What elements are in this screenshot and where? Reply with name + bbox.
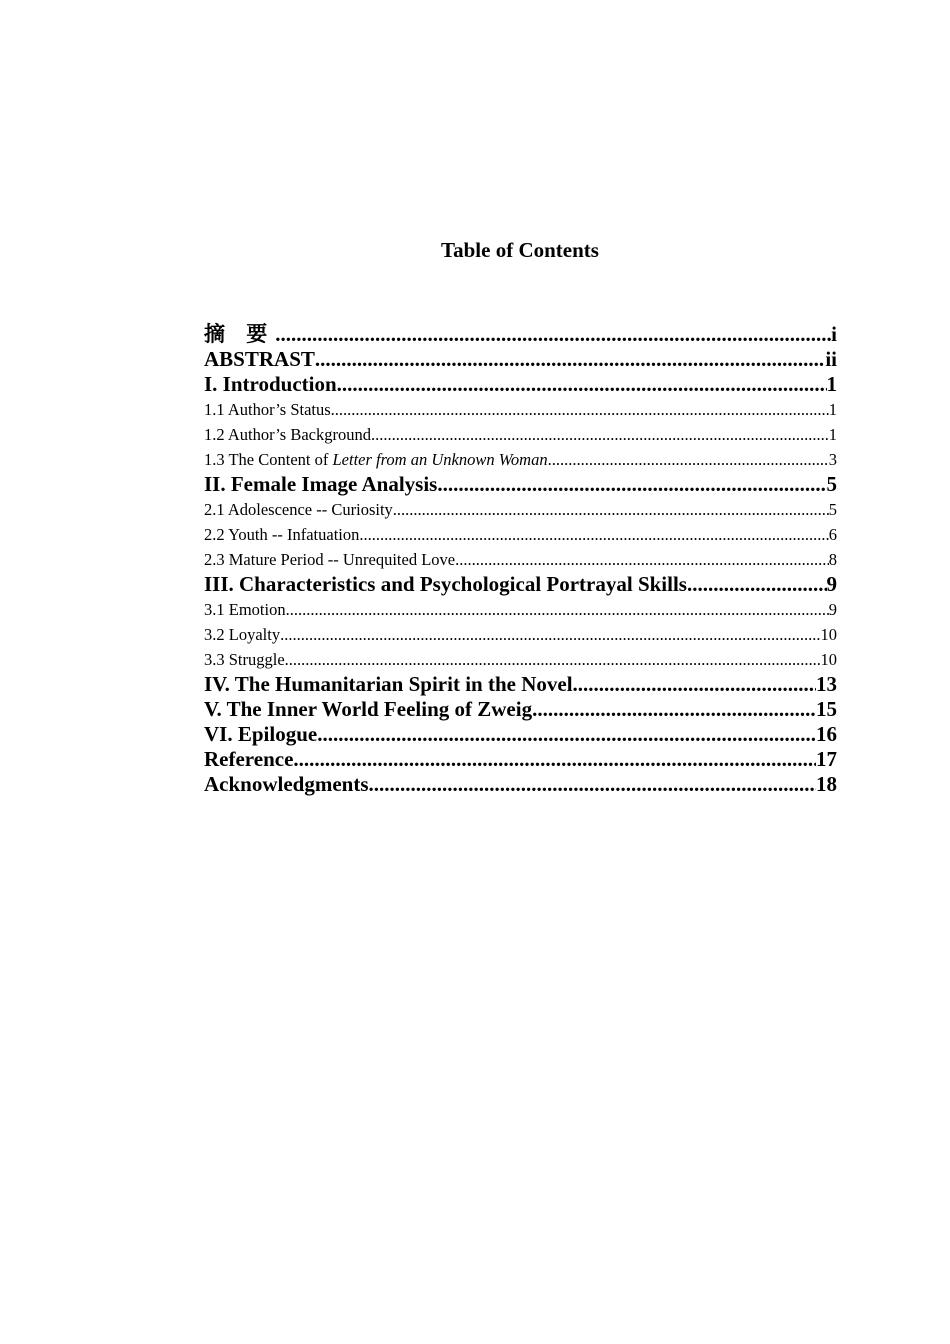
toc-leader-dots: [337, 372, 827, 397]
toc-entry-page: 1: [828, 400, 837, 419]
toc-entry-reference[interactable]: [204, 747, 837, 772]
toc-entry-label: 1.2 Author’s Background: [204, 425, 371, 444]
toc-entry-label: VI. Epilogue: [204, 722, 318, 746]
toc-entry-acknowledgments[interactable]: [204, 772, 837, 797]
toc-leader-dots: [532, 697, 816, 722]
toc-title: Table of Contents: [441, 238, 599, 262]
toc-entry-page: 17: [816, 747, 837, 771]
toc-leader-dots: [371, 422, 829, 447]
toc-entry-2-3[interactable]: [204, 547, 837, 572]
toc-list: [204, 322, 837, 797]
toc-entry-label: 2.2 Youth -- Infatuation: [204, 525, 360, 544]
toc-entry-label: I. Introduction: [204, 372, 337, 396]
toc-entry-epilogue[interactable]: [204, 722, 837, 747]
toc-leader-dots: [280, 622, 820, 647]
toc-leader-dots: [393, 497, 829, 522]
toc-leader-dots: [687, 572, 827, 597]
toc-entry-label-prefix: 1.3 The Content of: [204, 450, 333, 469]
toc-entry-label: 摘 要: [204, 322, 276, 346]
toc-leader-dots: [315, 347, 825, 372]
toc-entry-characteristics[interactable]: [204, 572, 837, 597]
toc-entry-page: 10: [820, 650, 837, 669]
toc-entry-2-2[interactable]: [204, 522, 837, 547]
toc-entry-label: Reference: [204, 747, 294, 771]
toc-entry-label: [204, 447, 548, 472]
toc-leader-dots: [573, 672, 816, 697]
toc-entry-abstract[interactable]: [204, 347, 837, 372]
toc-leader-dots: [286, 597, 829, 622]
toc-entry-label: 2.3 Mature Period -- Unrequited Love: [204, 550, 456, 569]
toc-entry-label: V. The Inner World Feeling of Zweig: [204, 697, 533, 721]
toc-entry-label: 2.1 Adolescence -- Curiosity: [204, 500, 393, 519]
toc-entry-abstract-cn[interactable]: [204, 322, 837, 347]
toc-entry-page: i: [831, 322, 837, 346]
toc-entry-2-1[interactable]: [204, 497, 837, 522]
toc-leader-dots: [331, 397, 829, 422]
toc-entry-page: 8: [828, 550, 837, 569]
toc-entry-page: 1: [828, 425, 837, 444]
toc-entry-page: 9: [826, 572, 837, 596]
toc-entry-page: 5: [828, 500, 837, 519]
toc-entry-label: IV. The Humanitarian Spirit in the Novel: [204, 672, 573, 696]
toc-entry-page: 1: [826, 372, 837, 396]
toc-entry-label: Acknowledgments: [204, 772, 369, 796]
toc-leader-dots: [293, 747, 816, 772]
toc-entry-page: 18: [816, 772, 837, 796]
toc-leader-dots: [317, 722, 816, 747]
toc-entry-3-1[interactable]: [204, 597, 837, 622]
toc-entry-label-italic: Letter from an Unknown Woman: [332, 450, 548, 469]
toc-entry-page: 15: [816, 697, 837, 721]
toc-leader-dots: [275, 322, 831, 347]
toc-leader-dots: [455, 547, 829, 572]
toc-leader-dots: [548, 447, 829, 472]
toc-entry-page: 9: [828, 600, 837, 619]
toc-entry-label: 3.2 Loyalty: [204, 625, 281, 644]
toc-entry-page: 5: [826, 472, 837, 496]
toc-entry-label: 3.1 Emotion: [204, 600, 286, 619]
toc-entry-page: 10: [820, 625, 837, 644]
toc-entry-label: II. Female Image Analysis: [204, 472, 438, 496]
toc-entry-label: ABSTRAST: [204, 347, 315, 371]
toc-entry-humanitarian-spirit[interactable]: [204, 672, 837, 697]
toc-entry-1-3[interactable]: [204, 447, 837, 472]
toc-entry-label: 1.1 Author’s Status: [204, 400, 331, 419]
toc-entry-label: 3.3 Struggle: [204, 650, 285, 669]
toc-entry-1-1[interactable]: [204, 397, 837, 422]
toc-entry-inner-world[interactable]: [204, 697, 837, 722]
toc-leader-dots: [437, 472, 826, 497]
toc-entry-page: 13: [816, 672, 837, 696]
toc-entry-3-2[interactable]: [204, 622, 837, 647]
toc-leader-dots: [359, 522, 828, 547]
toc-entry-label: III. Characteristics and Psychological Portrayal Skills: [204, 572, 687, 596]
toc-entry-page: 16: [816, 722, 837, 746]
toc-entry-page: 3: [828, 450, 837, 469]
toc-leader-dots: [285, 647, 821, 672]
toc-entry-page: ii: [825, 347, 837, 371]
toc-entry-1-2[interactable]: [204, 422, 837, 447]
toc-leader-dots: [369, 772, 816, 797]
toc-entry-3-3[interactable]: [204, 647, 837, 672]
toc-entry-female-image[interactable]: [204, 472, 837, 497]
toc-entry-introduction[interactable]: [204, 372, 837, 397]
toc-entry-page: 6: [828, 525, 837, 544]
